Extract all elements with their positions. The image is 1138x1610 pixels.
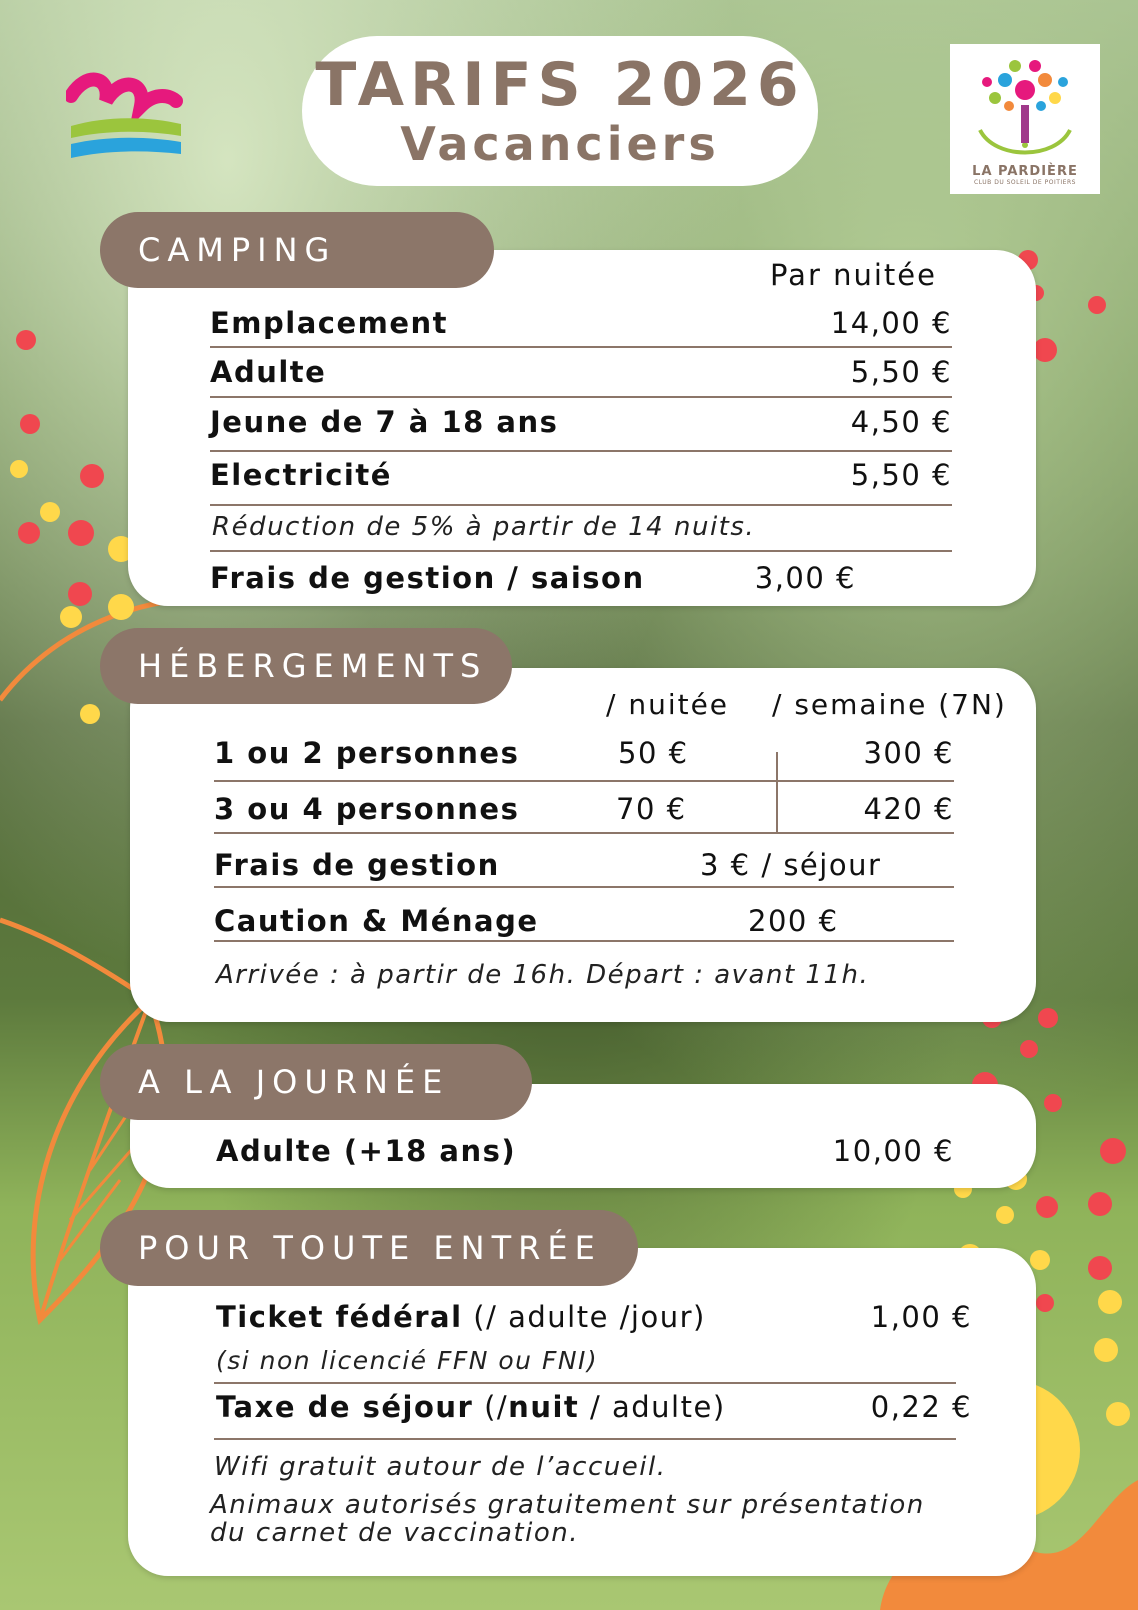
journee-heading: A LA JOURNÉE [100, 1044, 532, 1120]
tax-row [216, 1382, 972, 1432]
week-price: 420 € [863, 792, 954, 826]
row-value: 10,00 € [832, 1134, 954, 1168]
hebergements-note: Arrivée : à partir de 16h. Départ : avant 11h. [216, 960, 870, 990]
tax-unit-open: (/ [473, 1390, 509, 1424]
row-label: 1 ou 2 personnes [214, 736, 520, 770]
row-label: Frais de gestion [214, 848, 500, 882]
column-divider [776, 752, 778, 832]
entree-heading: POUR TOUTE ENTRÉE [100, 1210, 638, 1286]
row-label: Caution & Ménage [214, 904, 539, 938]
row-label: Emplacement [210, 306, 449, 340]
row-label: Jeune de 7 à 18 ans [210, 405, 559, 439]
table-row [210, 298, 952, 348]
page-title: TARIFS 2026 [315, 50, 805, 120]
row-label: Adulte [210, 355, 327, 389]
divider [214, 886, 954, 888]
night-price: 50 € [618, 736, 689, 770]
page-subtitle: Vacanciers [400, 117, 720, 171]
pets-note-line2: du carnet de vaccination. [210, 1518, 579, 1548]
tax-value: 0,22 € [870, 1390, 972, 1424]
row-label: Frais de gestion / saison [210, 561, 645, 595]
night-price: 70 € [616, 792, 687, 826]
ticket-value: 1,00 € [870, 1300, 972, 1334]
ticket-label: Ticket fédéral [216, 1300, 463, 1334]
row-value: 5,50 € [850, 355, 952, 389]
week-price: 300 € [863, 736, 954, 770]
ticket-row [216, 1292, 972, 1342]
row-value: 3,00 € [754, 561, 856, 595]
hebergements-deposit-row [214, 896, 954, 946]
wifi-note: Wifi gratuit autour de l’accueil. [214, 1452, 667, 1482]
hebergements-fee-row [214, 840, 954, 890]
row-value: 4,50 € [850, 405, 952, 439]
ticket-unit: (/ adulte /jour) [462, 1300, 706, 1334]
logo-tagline: CLUB DU SOLEIL DE POITIERS [974, 179, 1076, 186]
table-row [214, 784, 954, 834]
row-label: Adulte (+18 ans) [216, 1134, 517, 1168]
tax-label: Taxe de séjour [216, 1390, 474, 1424]
tax-unit-bold: nuit [508, 1390, 580, 1424]
divider [214, 940, 954, 942]
divider [214, 1438, 956, 1440]
la-pardiere-logo [950, 44, 1100, 194]
row-value: 5,50 € [850, 458, 952, 492]
divider [210, 550, 952, 552]
ticket-note: (si non licencié FFN ou FNI) [216, 1346, 599, 1375]
camping-fee-row [210, 553, 860, 603]
row-value: 3 € / séjour [700, 848, 882, 882]
col-header-week: / semaine (7N) [772, 688, 1007, 721]
tax-unit-close: / adulte) [579, 1390, 726, 1424]
row-value: 200 € [748, 904, 839, 938]
divider [210, 504, 952, 506]
tree-icon [965, 50, 1085, 160]
divider [214, 832, 954, 834]
title-block [302, 36, 818, 186]
divider [214, 780, 954, 782]
table-row [210, 450, 952, 500]
row-label: Electricité [210, 458, 392, 492]
row-label: 3 ou 4 personnes [214, 792, 520, 826]
camping-note: Réduction de 5% à partir de 14 nuits. [212, 512, 756, 542]
hebergements-heading: HÉBERGEMENTS [100, 628, 512, 704]
pets-note-line1: Animaux autorisés gratuitement sur présentation [210, 1490, 925, 1520]
table-row [210, 397, 952, 447]
table-row [214, 728, 954, 778]
camping-column-header: Par nuitée [770, 258, 937, 292]
region-logo-icon [66, 66, 186, 166]
table-row [210, 347, 952, 397]
row-value: 14,00 € [830, 306, 952, 340]
camping-heading: CAMPING [100, 212, 494, 288]
table-row [216, 1126, 954, 1176]
logo-name: LA PARDIÈRE [972, 164, 1078, 179]
col-header-night: / nuitée [606, 688, 730, 721]
